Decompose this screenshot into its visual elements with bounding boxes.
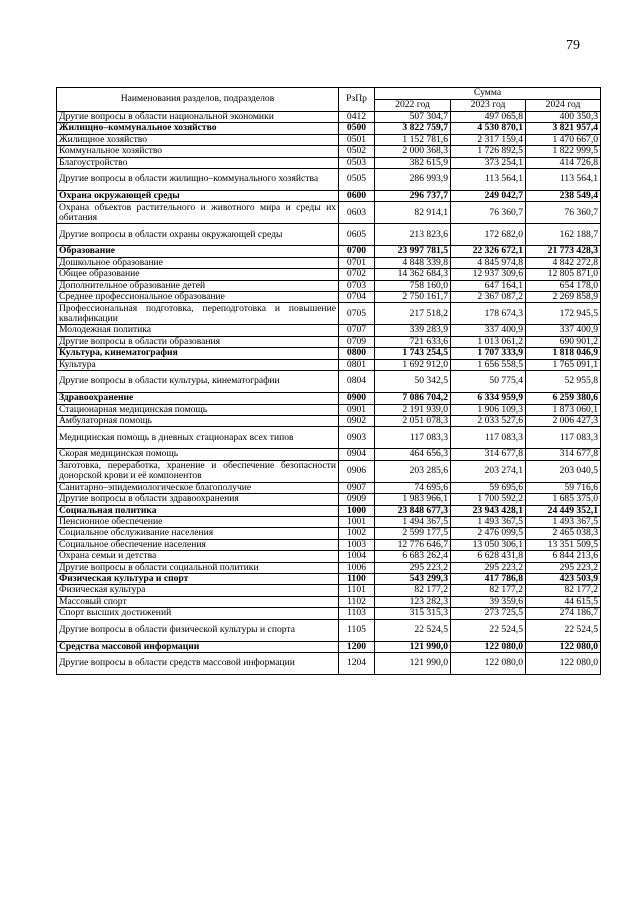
row-name: Стационарная медицинская помощь (57, 404, 339, 415)
row-name: Спорт высших достижений (57, 608, 339, 619)
row-value-2022: 543 299,3 (375, 573, 451, 584)
row-code: 0703 (339, 280, 375, 291)
row-value-2023: 2 317 159,4 (451, 134, 526, 145)
table-row (57, 325, 601, 336)
row-value-2023: 122 080,0 (451, 653, 526, 675)
row-code: 0704 (339, 292, 375, 303)
row-value-2023: 295 223,2 (451, 562, 526, 573)
row-name: Физическая культура (57, 585, 339, 596)
table-row (57, 482, 601, 493)
table-row (57, 608, 601, 619)
row-value-2022: 23 997 781,5 (375, 246, 451, 257)
row-value-2023: 203 274,1 (451, 460, 526, 482)
row-value-2022: 1 692 912,0 (375, 359, 451, 370)
row-value-2023: 12 937 309,6 (451, 269, 526, 280)
table-row (57, 494, 601, 505)
table-row (57, 169, 601, 191)
row-value-2023: 39 359,6 (451, 596, 526, 607)
table-row (57, 336, 601, 347)
row-value-2022: 286 993,9 (375, 169, 451, 191)
row-value-2022: 4 848 339,8 (375, 257, 451, 268)
row-name: Жилищное хозяйство (57, 134, 339, 145)
row-name: Пенсионное обеспечение (57, 516, 339, 527)
row-code: 0907 (339, 482, 375, 493)
table-row (57, 404, 601, 415)
row-value-2024: 113 564,1 (526, 169, 601, 191)
row-name: Социальное обеспечение населения (57, 539, 339, 550)
budget-table (56, 87, 601, 675)
row-code: 0501 (339, 134, 375, 145)
row-value-2023: 82 177,2 (451, 585, 526, 596)
row-value-2023: 6 628 431,8 (451, 551, 526, 562)
row-code: 1003 (339, 539, 375, 550)
row-value-2023: 113 564,1 (451, 169, 526, 191)
page-number: 79 (566, 38, 580, 53)
row-value-2023: 6 334 959,9 (451, 393, 526, 404)
row-value-2024: 238 549,4 (526, 191, 601, 202)
row-value-2023: 249 042,7 (451, 191, 526, 202)
row-code: 0906 (339, 460, 375, 482)
table-row (57, 539, 601, 550)
row-value-2024: 400 350,3 (526, 112, 601, 123)
table-row (57, 257, 601, 268)
row-value-2024: 690 901,2 (526, 336, 601, 347)
table-row (57, 303, 601, 325)
row-value-2022: 2 000 368,3 (375, 146, 451, 157)
row-value-2023: 22 326 672,1 (451, 246, 526, 257)
row-name: Охрана окружающей среды (57, 191, 339, 202)
row-name: Среднее профессиональное образование (57, 292, 339, 303)
row-name: Благоустройство (57, 157, 339, 168)
row-code: 1004 (339, 551, 375, 562)
table-row (57, 112, 601, 123)
row-name: Амбулаторная помощь (57, 415, 339, 426)
row-value-2023: 13 050 306,1 (451, 539, 526, 550)
row-value-2023: 314 677,8 (451, 449, 526, 460)
row-name: Заготовка, переработка, хранение и обеспечение безопасности донорской крови и её компонентов (57, 460, 339, 482)
row-code: 0412 (339, 112, 375, 123)
row-value-2023: 4 845 974,8 (451, 257, 526, 268)
row-value-2023: 178 674,3 (451, 303, 526, 325)
row-value-2023: 172 682,0 (451, 224, 526, 246)
row-name: Скорая медицинская помощь (57, 449, 339, 460)
row-value-2022: 1 743 254,5 (375, 348, 451, 359)
table-row (57, 449, 601, 460)
row-code: 0800 (339, 348, 375, 359)
row-name: Массовый спорт (57, 596, 339, 607)
row-value-2024: 4 842 272,8 (526, 257, 601, 268)
row-value-2022: 296 737,7 (375, 191, 451, 202)
row-name: Средства массовой информации (57, 641, 339, 652)
row-name: Коммунальное хозяйство (57, 146, 339, 157)
row-code: 1103 (339, 608, 375, 619)
section-row (57, 573, 601, 584)
row-value-2023: 2 367 087,2 (451, 292, 526, 303)
row-code: 0804 (339, 371, 375, 393)
row-value-2022: 12 776 646,7 (375, 539, 451, 550)
table-row (57, 134, 601, 145)
row-name: Другие вопросы в области национальной экономики (57, 112, 339, 123)
row-value-2023: 417 786,8 (451, 573, 526, 584)
row-value-2023: 337 400,9 (451, 325, 526, 336)
row-value-2022: 1 983 966,1 (375, 494, 451, 505)
row-code: 0505 (339, 169, 375, 191)
table-row (57, 146, 601, 157)
table-row (57, 585, 601, 596)
row-value-2024: 22 524,5 (526, 619, 601, 641)
section-row (57, 348, 601, 359)
row-value-2022: 758 160,0 (375, 280, 451, 291)
row-code: 0709 (339, 336, 375, 347)
row-value-2024: 414 726,8 (526, 157, 601, 168)
row-code: 0702 (339, 269, 375, 280)
row-value-2022: 721 633,6 (375, 336, 451, 347)
row-value-2022: 1 494 367,5 (375, 516, 451, 527)
row-value-2024: 3 821 957,4 (526, 123, 601, 134)
row-value-2022: 6 683 262,4 (375, 551, 451, 562)
row-value-2023: 1 656 558,5 (451, 359, 526, 370)
row-value-2022: 82 177,2 (375, 585, 451, 596)
row-name: Культура, кинематография (57, 348, 339, 359)
row-name: Жилищно–коммунальное хозяйство (57, 123, 339, 134)
table-row (57, 202, 601, 224)
row-code: 1204 (339, 653, 375, 675)
row-value-2023: 373 254,1 (451, 157, 526, 168)
row-code: 1200 (339, 641, 375, 652)
row-code: 1000 (339, 505, 375, 516)
row-code: 0605 (339, 224, 375, 246)
row-value-2024: 6 844 213,6 (526, 551, 601, 562)
header-year-2022: 2022 год (375, 100, 451, 112)
section-row (57, 191, 601, 202)
row-name: Молодежная политика (57, 325, 339, 336)
row-value-2023: 1 493 367,5 (451, 516, 526, 527)
section-row (57, 393, 601, 404)
row-code: 0603 (339, 202, 375, 224)
row-code: 0900 (339, 393, 375, 404)
table-row (57, 460, 601, 482)
row-value-2023: 1 726 892,5 (451, 146, 526, 157)
row-value-2024: 117 083,3 (526, 427, 601, 449)
row-value-2024: 6 259 380,6 (526, 393, 601, 404)
row-value-2023: 1 013 061,2 (451, 336, 526, 347)
row-value-2022: 74 695,6 (375, 482, 451, 493)
table-row (57, 528, 601, 539)
row-value-2022: 3 822 759,7 (375, 123, 451, 134)
row-name: Другие вопросы в области социальной политики (57, 562, 339, 573)
row-value-2022: 23 848 677,3 (375, 505, 451, 516)
row-value-2024: 12 805 871,0 (526, 269, 601, 280)
row-name: Дошкольное образование (57, 257, 339, 268)
row-value-2024: 59 716,6 (526, 482, 601, 493)
row-value-2023: 122 080,0 (451, 641, 526, 652)
row-name: Другие вопросы в области образования (57, 336, 339, 347)
row-name: Другие вопросы в области физической культуры и спорта (57, 619, 339, 641)
row-code: 0904 (339, 449, 375, 460)
table-row (57, 359, 601, 370)
row-code: 1100 (339, 573, 375, 584)
row-code: 0503 (339, 157, 375, 168)
row-value-2024: 274 186,7 (526, 608, 601, 619)
row-code: 0909 (339, 494, 375, 505)
row-value-2022: 2 599 177,5 (375, 528, 451, 539)
row-value-2023: 4 530 870,1 (451, 123, 526, 134)
row-value-2022: 14 362 684,3 (375, 269, 451, 280)
row-value-2024: 2 006 427,3 (526, 415, 601, 426)
row-value-2024: 1 873 060,1 (526, 404, 601, 415)
row-name: Дополнительное образование детей (57, 280, 339, 291)
row-value-2023: 117 083,3 (451, 427, 526, 449)
row-value-2022: 339 283,9 (375, 325, 451, 336)
row-name: Охрана семьи и детства (57, 551, 339, 562)
row-code: 0901 (339, 404, 375, 415)
row-value-2022: 22 524,5 (375, 619, 451, 641)
row-value-2022: 1 152 781,6 (375, 134, 451, 145)
row-name: Культура (57, 359, 339, 370)
row-value-2024: 654 178,0 (526, 280, 601, 291)
row-value-2023: 1 700 592,2 (451, 494, 526, 505)
table-row (57, 653, 601, 675)
row-name: Профессиональная подготовка, переподготовка и повышение квалификации (57, 303, 339, 325)
row-value-2024: 122 080,0 (526, 641, 601, 652)
row-value-2022: 295 223,2 (375, 562, 451, 573)
row-value-2024: 162 188,7 (526, 224, 601, 246)
row-value-2022: 2 051 078,3 (375, 415, 451, 426)
row-value-2024: 1 470 667,0 (526, 134, 601, 145)
row-value-2022: 382 615,9 (375, 157, 451, 168)
section-row (57, 123, 601, 134)
row-value-2024: 76 360,7 (526, 202, 601, 224)
row-value-2023: 22 524,5 (451, 619, 526, 641)
row-value-2022: 82 914,1 (375, 202, 451, 224)
row-value-2023: 1 906 109,3 (451, 404, 526, 415)
row-value-2022: 117 083,3 (375, 427, 451, 449)
row-code: 1001 (339, 516, 375, 527)
row-value-2024: 314 677,8 (526, 449, 601, 460)
row-value-2024: 13 351 509,5 (526, 539, 601, 550)
row-value-2022: 203 285,6 (375, 460, 451, 482)
row-value-2023: 50 775,4 (451, 371, 526, 393)
row-value-2022: 507 304,7 (375, 112, 451, 123)
row-name: Другие вопросы в области охраны окружающей среды (57, 224, 339, 246)
row-name: Другие вопросы в области средств массовой информации (57, 653, 339, 675)
row-value-2023: 2 476 099,5 (451, 528, 526, 539)
table-row (57, 562, 601, 573)
row-value-2022: 50 342,5 (375, 371, 451, 393)
row-code: 0902 (339, 415, 375, 426)
row-name: Охрана объектов растительного и животного мира и среды их обитания (57, 202, 339, 224)
row-code: 1105 (339, 619, 375, 641)
row-value-2022: 213 823,6 (375, 224, 451, 246)
table-row (57, 619, 601, 641)
row-name: Медицинская помощь в дневных стационарах всех типов (57, 427, 339, 449)
row-value-2023: 647 164,1 (451, 280, 526, 291)
row-code: 0903 (339, 427, 375, 449)
row-code: 0502 (339, 146, 375, 157)
table-row (57, 292, 601, 303)
table-row (57, 551, 601, 562)
row-name: Другие вопросы в области жилищно–коммунального хозяйства (57, 169, 339, 191)
row-value-2024: 24 449 352,1 (526, 505, 601, 516)
row-code: 1102 (339, 596, 375, 607)
row-value-2023: 2 033 527,6 (451, 415, 526, 426)
row-code: 1101 (339, 585, 375, 596)
header-name: Наименования разделов, подразделов (57, 88, 339, 112)
row-value-2024: 82 177,2 (526, 585, 601, 596)
row-value-2022: 315 315,3 (375, 608, 451, 619)
row-name: Здравоохранение (57, 393, 339, 404)
table-row (57, 269, 601, 280)
row-name: Другие вопросы в области культуры, кинематографии (57, 371, 339, 393)
row-code: 1006 (339, 562, 375, 573)
row-value-2022: 2 750 161,7 (375, 292, 451, 303)
row-name: Социальная политика (57, 505, 339, 516)
row-value-2024: 203 040,5 (526, 460, 601, 482)
section-row (57, 505, 601, 516)
row-value-2024: 1 493 367,5 (526, 516, 601, 527)
row-code: 0700 (339, 246, 375, 257)
row-value-2022: 7 086 704,2 (375, 393, 451, 404)
row-name: Общее образование (57, 269, 339, 280)
row-value-2024: 295 223,2 (526, 562, 601, 573)
row-value-2023: 76 360,7 (451, 202, 526, 224)
table-row (57, 415, 601, 426)
row-value-2023: 273 725,5 (451, 608, 526, 619)
row-code: 1002 (339, 528, 375, 539)
row-code: 0705 (339, 303, 375, 325)
row-value-2024: 1 685 375,0 (526, 494, 601, 505)
row-value-2022: 217 518,2 (375, 303, 451, 325)
header-code: РзПр (339, 88, 375, 112)
table-row (57, 371, 601, 393)
row-value-2024: 1 822 999,5 (526, 146, 601, 157)
row-code: 0707 (339, 325, 375, 336)
row-name: Физическая культура и спорт (57, 573, 339, 584)
row-value-2022: 121 990,0 (375, 641, 451, 652)
row-value-2024: 44 615,5 (526, 596, 601, 607)
table-row (57, 157, 601, 168)
row-value-2023: 1 707 333,9 (451, 348, 526, 359)
row-value-2024: 21 773 428,3 (526, 246, 601, 257)
header-year-2023: 2023 год (451, 100, 526, 112)
row-value-2024: 1 765 091,1 (526, 359, 601, 370)
row-name: Образование (57, 246, 339, 257)
section-row (57, 246, 601, 257)
row-name: Другие вопросы в области здравоохранения (57, 494, 339, 505)
row-value-2024: 122 080,0 (526, 653, 601, 675)
row-value-2024: 337 400,9 (526, 325, 601, 336)
row-code: 0500 (339, 123, 375, 134)
row-value-2024: 52 955,8 (526, 371, 601, 393)
table-row (57, 516, 601, 527)
row-code: 0701 (339, 257, 375, 268)
table-row (57, 427, 601, 449)
section-row (57, 641, 601, 652)
row-value-2024: 172 945,5 (526, 303, 601, 325)
header-sum: Сумма (375, 88, 601, 100)
table-body (57, 112, 601, 675)
row-value-2022: 123 282,3 (375, 596, 451, 607)
header-year-2024: 2024 год (526, 100, 601, 112)
row-code: 0801 (339, 359, 375, 370)
table-row (57, 596, 601, 607)
row-value-2022: 2 191 939,0 (375, 404, 451, 415)
row-name: Санитарно–эпидемиологическое благополучие (57, 482, 339, 493)
row-value-2022: 121 990,0 (375, 653, 451, 675)
row-name: Социальное обслуживание населения (57, 528, 339, 539)
row-value-2024: 2 465 038,3 (526, 528, 601, 539)
row-value-2023: 497 065,8 (451, 112, 526, 123)
row-value-2024: 2 269 858,9 (526, 292, 601, 303)
table-row (57, 280, 601, 291)
row-code: 0600 (339, 191, 375, 202)
row-value-2024: 1 818 046,9 (526, 348, 601, 359)
row-value-2023: 23 943 428,1 (451, 505, 526, 516)
table-row (57, 224, 601, 246)
row-value-2022: 464 656,3 (375, 449, 451, 460)
row-value-2024: 423 503,9 (526, 573, 601, 584)
row-value-2023: 59 695,6 (451, 482, 526, 493)
